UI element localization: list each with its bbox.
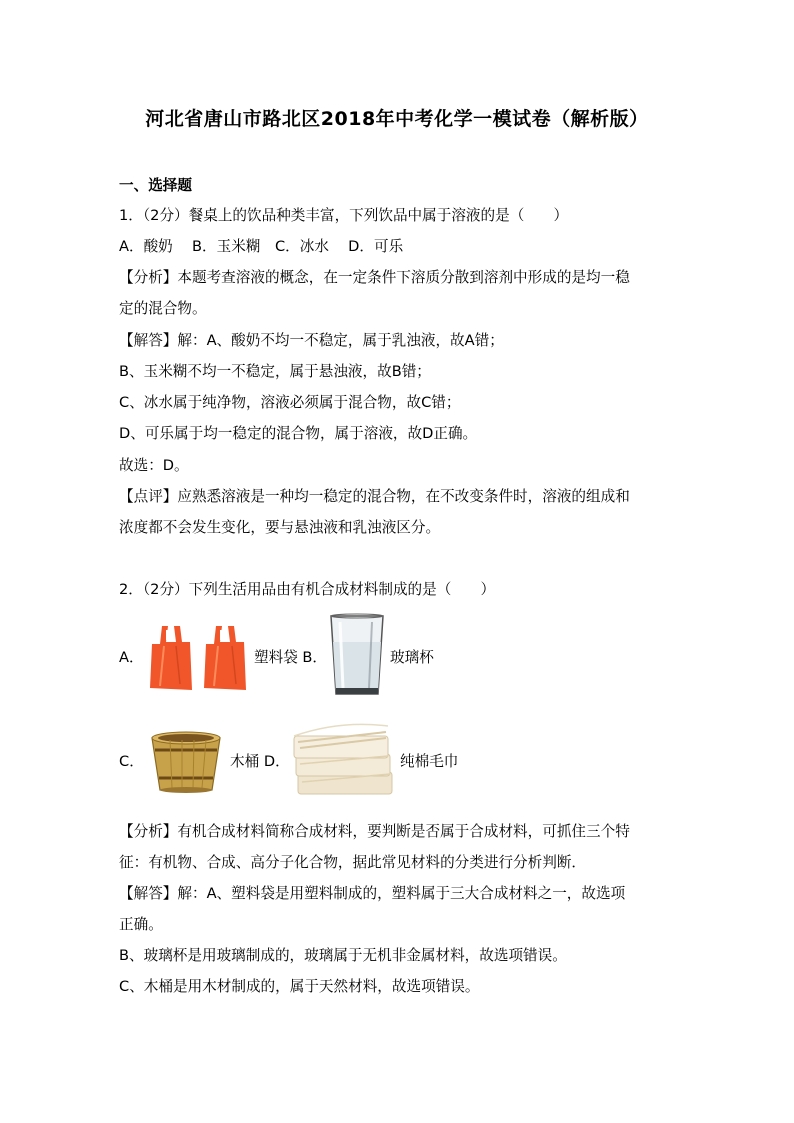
q1-comment-line1: 【点评】应熟悉溶液是一种均一稳定的混合物，在不改变条件时，溶液的组成和 (119, 488, 630, 505)
plastic-bags-image (146, 622, 250, 692)
glass-cup-icon (331, 614, 383, 694)
q2-answer-line1: 【解答】解：A、塑料袋是用塑料制成的，塑料属于三大合成材料之一，故选项 (119, 885, 626, 902)
q1-answer-line4: D、可乐属于均一稳定的混合物，属于溶液，故D正确。 (119, 425, 478, 442)
q1-answer-line3: C、冰水属于纯净物，溶液必须属于混合物，故C错； (119, 394, 461, 411)
q2-option-b-label: 玻璃杯 (390, 649, 434, 666)
wooden-bucket-image (146, 726, 226, 796)
q1-answer-line2: B、玉米糊不均一不稳定，属于悬浊液，故B错； (119, 363, 431, 380)
q1-analysis-line2: 定的混合物。 (119, 300, 207, 317)
q2-analysis-line1: 【分析】有机合成材料简称合成材料，要判断是否属于合成材料，可抓住三个特 (119, 823, 630, 840)
q2-answer-line4: C、木桶是用木材制成的，属于天然材料，故选项错误。 (119, 978, 480, 995)
q1-options: A．酸奶 B．玉米糊 C．冰水 D．可乐 (119, 238, 404, 255)
q2-analysis-line2: 征：有机物、合成、高分子化合物，据此常见材料的分类进行分析判断． (119, 854, 587, 871)
q1-stem: 1．（2分）餐桌上的饮品种类丰富，下列饮品中属于溶液的是（ ） (119, 207, 569, 224)
q1-analysis-line1: 【分析】本题考查溶液的概念，在一定条件下溶质分散到溶剂中形成的是均一稳 (119, 269, 630, 286)
page-title: 河北省唐山市路北区2018年中考化学一模试卷（解析版） (145, 108, 649, 130)
wooden-bucket-icon (152, 732, 220, 793)
q2-answer-line2: 正确。 (119, 916, 163, 933)
q2-option-d-label: 纯棉毛巾 (400, 753, 459, 770)
q1-answer-line1: 【解答】解：A、酸奶不均一不稳定，属于乳浊液，故A错； (119, 332, 504, 349)
q1-choice: 故选：D。 (119, 457, 189, 474)
q2-answer-line3: B、玻璃杯是用玻璃制成的，玻璃属于无机非金属材料，故选项错误。 (119, 947, 567, 964)
q2-stem: 2．（2分）下列生活用品由有机合成材料制成的是（ ） (119, 581, 496, 598)
q2-option-a-label: 塑料袋 B． (254, 649, 328, 666)
cotton-towel-image (290, 714, 396, 804)
glass-cup-image (328, 612, 386, 698)
q1-comment-line2: 浓度都不会发生变化，要与悬浊液和乳浊液区分。 (119, 519, 441, 536)
plastic-bag-icon (204, 626, 246, 690)
q2-option-c-label: 木桶 D． (230, 753, 290, 770)
q2-option-a-prefix: A． (119, 649, 144, 666)
q2-option-c-prefix: C． (119, 753, 144, 770)
plastic-bag-icon (150, 626, 192, 690)
towel-icon (294, 724, 392, 794)
section-heading: 一、选择题 (119, 177, 192, 194)
